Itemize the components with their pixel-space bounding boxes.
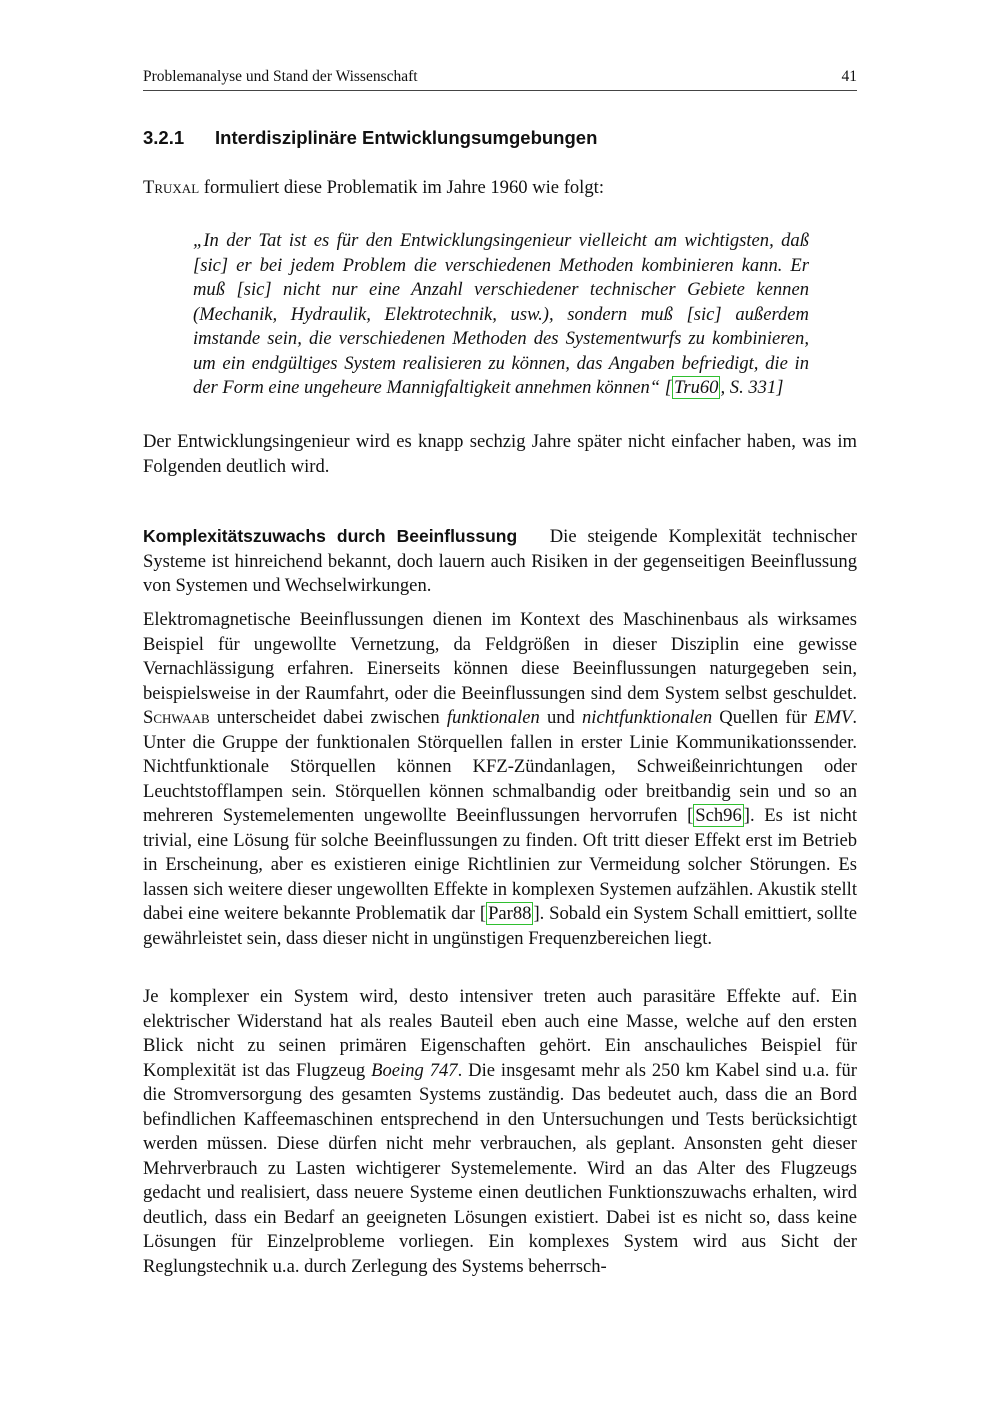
p4-text-2: . Die insgesamt mehr als 250 km Kabel sind u.a. für die Stromversorgung des gesamten Systems zuständig. Das bedeutet auch, dass die an Bord befindlichen Kaffeemaschinen entsprechend in den Untersuchungen und Tests berücksichtigt werden müssen. Diese dürfen nicht mehr verbrauchen, als geplant. Ansonsten geht dieser Mehrverbrauch zu Lasten wichtigerer Systemelemente. Wird an das Alter des Flugzeugs gedacht und realisiert, dass neuere Systeme einen deutlichen Funktionszuwachs erhalten, wird deutlich, dass ein Bedarf an geeigneten Lösungen existiert. Dabei ist es nicht so, dass keine Lösungen für Einzelprobleme vorliegen. Ein komplexes System wird aus Sicht der Reglungstechnik u.a. durch Zerlegung des Systems beherrsch- (143, 1059, 857, 1277)
paragraph-1: Der Entwicklungsingenieur wird es knapp sechzig Jahre später nicht einfacher haben, was im Folgenden deutlich wird. (143, 431, 857, 477)
paragraph-4 (143, 985, 857, 1279)
paragraph-2-text: Die steigende Komplexität technischer Systeme ist hinreichend bekannt, doch lauern auch Risiken in der gegenseitigen Beeinflussung von Systemen und Wechselwirkungen. (143, 526, 857, 596)
p3-text-4: Quellen für (712, 707, 815, 728)
p3-emphasis-1: funktionalen (446, 707, 540, 728)
section-heading (143, 127, 857, 149)
p3-text-6: ]. Es ist nicht trivial, eine Lösung für solche Beeinflussungen zu finden. Oft tritt dieser Effekt erst im Betrieb in Erscheinung, aber es existieren einige Richtlinien zur Vermeidung solcher Störungen. Es lassen sich weitere dieser ungewollten Effekte in komplexen Systemen aufzählen. Akustik stellt dabei eine weitere bekannte Problematik dar [ (143, 805, 857, 924)
p3-emphasis-3: EMV (814, 707, 853, 728)
quote-suffix: , S. 331] (720, 377, 784, 398)
p3-text-2: unterscheidet dabei zwischen (209, 707, 447, 728)
intro-paragraph (143, 176, 857, 201)
section-number: 3.2.1 (143, 127, 185, 148)
p3-text-7: ]. Sobald ein System Schall emittiert, sollte gewährleistet sein, dass dieser nicht in ungünstigen Frequenzbereichen liegt. (143, 903, 857, 949)
section-title: Interdisziplinäre Entwicklungsumgebungen (215, 127, 598, 148)
run-in-heading: Komplexitätszuwachs durch Beeinflussung (143, 526, 518, 546)
p3-text-3: und (539, 707, 582, 728)
citation-link-tru60[interactable]: Tru60 (674, 377, 719, 398)
page-number: 41 (841, 68, 857, 85)
author-schwaab: Schwaab (143, 707, 210, 728)
citation-link-sch96[interactable]: Sch96 (695, 805, 742, 826)
author-truxal: Truxal (143, 177, 200, 198)
paragraph-2 (143, 524, 857, 599)
block-quote (193, 229, 809, 401)
p3-text-1: Elektromagnetische Beeinflussungen dienen im Kontext des Maschinenbaus als wirksames Beispiel für ungewollte Vernetzung, da Feldgrößen in dieser Disziplin eine gewisse Vernachlässigung erfahren. Einerseits können diese Beeinflussungen naturgegeben sein, beispielsweise in der Raumfahrt, oder die Beeinflussungen sind dem System selbst geschuldet. (143, 609, 857, 704)
p4-emphasis-boeing: Boeing 747 (371, 1059, 458, 1081)
citation-link-par88[interactable]: Par88 (488, 903, 532, 924)
p3-emphasis-2: nichtfunktionalen (582, 707, 713, 728)
p4-text-1: Je komplexer ein System wird, desto intensiver treten auch parasitäre Effekte auf. Ein elektrischer Widerstand hat als reales Bauteil eben auch eine Masse, welche auf den ersten Blick nicht zu seinen primären Eigenschaften gehört. Ein anschauliches Beispiel für Komplexität ist das Flugzeug (143, 986, 857, 1081)
intro-text: formuliert diese Problematik im Jahre 1960 wie folgt: (199, 177, 604, 198)
quote-text: „In der Tat ist es für den Entwicklungsingenieur vielleicht am wichtigsten, daß [sic] er bei jedem Problem die verschiedenen Methoden kombinieren kann. Er muß [sic] nicht nur eine Anzahl verschiedener technischer Gebiete kennen (Mechanik, Hydraulik, Elektrotechnik, usw.), sondern muß [sic] außerdem imstande sein, die verschiedenen Methoden des Systementwurfs zu kombinieren, um ein endgültiges System realisieren zu können, das Angaben befriedigt, die in der Form eine ungeheure Mannigfaltigkeit annehmen können“ [ (193, 230, 809, 398)
paragraph-3 (143, 608, 857, 951)
header-title: Problemanalyse und Stand der Wissenschaft (143, 68, 418, 85)
running-header (143, 66, 857, 91)
p3-text-5: . Unter die Gruppe der funktionalen Störquellen fallen in erster Linie Kommunikationssender. Nichtfunktionale Störquellen können KFZ-Zündanlagen, Schweißeinrichtungen oder Leuchtstofflampen sein. Störquellen können schmalbandig oder breitbandig sein und so an mehreren Systemelementen ungewollte Beeinflussungen hervorrufen [ (143, 707, 857, 826)
